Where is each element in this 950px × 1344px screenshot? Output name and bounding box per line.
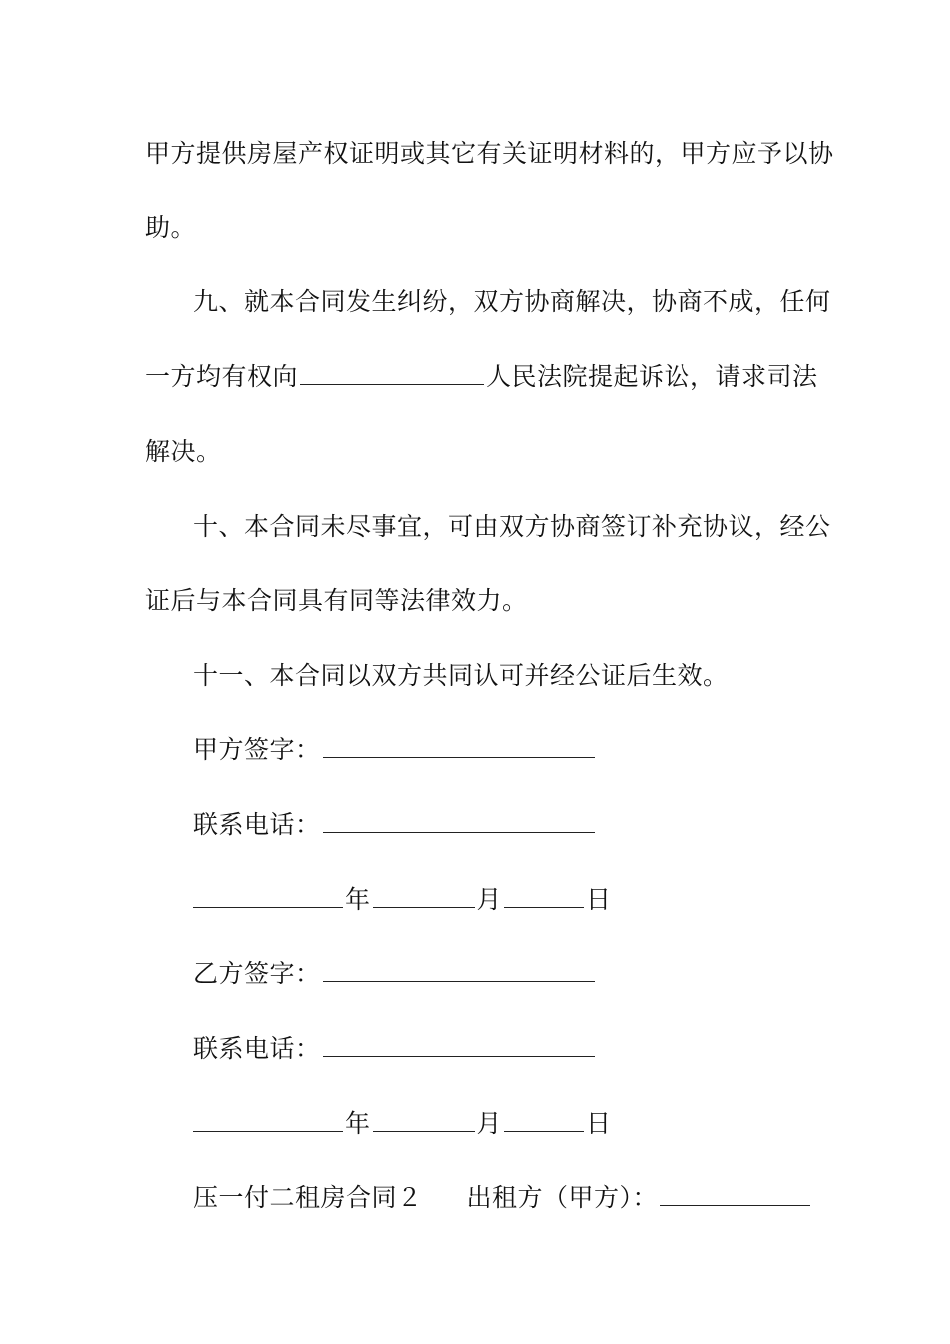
paragraph-10-line-1: 十、本合同未尽事宜，可由双方协商签订补充协议，经公 bbox=[193, 512, 831, 541]
next-contract-header-row bbox=[193, 1181, 812, 1215]
party-a-date-row bbox=[193, 883, 612, 917]
party-b-year-blank[interactable] bbox=[193, 1109, 343, 1132]
party-a-signature-label: 甲方签字： bbox=[193, 735, 321, 764]
party-b-date-row bbox=[193, 1107, 612, 1141]
paragraph-9-line-1: 九、就本合同发生纠纷，双方协商解决，协商不成，任何 bbox=[193, 287, 831, 316]
paragraph-10-line-2: 证后与本合同具有同等法律效力。 bbox=[145, 586, 528, 615]
lessor-label: 出租方（甲方）： bbox=[466, 1183, 659, 1212]
paragraph-11-line-1: 十一、本合同以双方共同认可并经公证后生效。 bbox=[193, 661, 729, 690]
party-a-phone-blank[interactable] bbox=[323, 810, 595, 833]
party-b-phone-blank[interactable] bbox=[323, 1034, 595, 1057]
paragraph-9-line-3: 解决。 bbox=[145, 437, 222, 466]
party-b-day-label: 日 bbox=[586, 1109, 612, 1138]
paragraph-9-court-suffix: 人民法院提起诉讼，请求司法 bbox=[486, 362, 818, 391]
party-b-day-blank[interactable] bbox=[504, 1109, 584, 1132]
paragraph-9-line-2 bbox=[145, 360, 818, 394]
party-b-year-label: 年 bbox=[345, 1109, 371, 1138]
party-b-phone-label: 联系电话： bbox=[193, 1034, 321, 1063]
court-name-blank[interactable] bbox=[300, 362, 484, 385]
paragraph-9-court-prefix: 一方均有权向 bbox=[145, 362, 299, 391]
party-b-phone-row bbox=[193, 1032, 597, 1066]
party-a-month-label: 月 bbox=[476, 885, 503, 914]
party-b-signature-label: 乙方签字： bbox=[193, 959, 321, 988]
party-a-day-label: 日 bbox=[586, 885, 612, 914]
party-b-month-blank[interactable] bbox=[373, 1109, 475, 1132]
party-a-day-blank[interactable] bbox=[504, 885, 584, 908]
lessor-name-blank[interactable] bbox=[660, 1183, 810, 1206]
next-contract-title: 压一付二租房合同２ bbox=[193, 1183, 423, 1212]
party-a-signature-blank[interactable] bbox=[323, 735, 595, 758]
party-a-phone-row bbox=[193, 808, 597, 842]
party-a-month-blank[interactable] bbox=[373, 885, 475, 908]
party-a-year-blank[interactable] bbox=[193, 885, 343, 908]
party-a-year-label: 年 bbox=[345, 885, 371, 914]
paragraph-8-line-2: 助。 bbox=[145, 213, 197, 242]
party-b-signature-row bbox=[193, 957, 597, 991]
party-a-signature-row bbox=[193, 733, 597, 767]
party-b-signature-blank[interactable] bbox=[323, 959, 595, 982]
paragraph-8-line-1: 甲方提供房屋产权证明或其它有关证明材料的，甲方应予以协 bbox=[145, 139, 834, 168]
party-b-month-label: 月 bbox=[476, 1109, 503, 1138]
party-a-phone-label: 联系电话： bbox=[193, 810, 321, 839]
